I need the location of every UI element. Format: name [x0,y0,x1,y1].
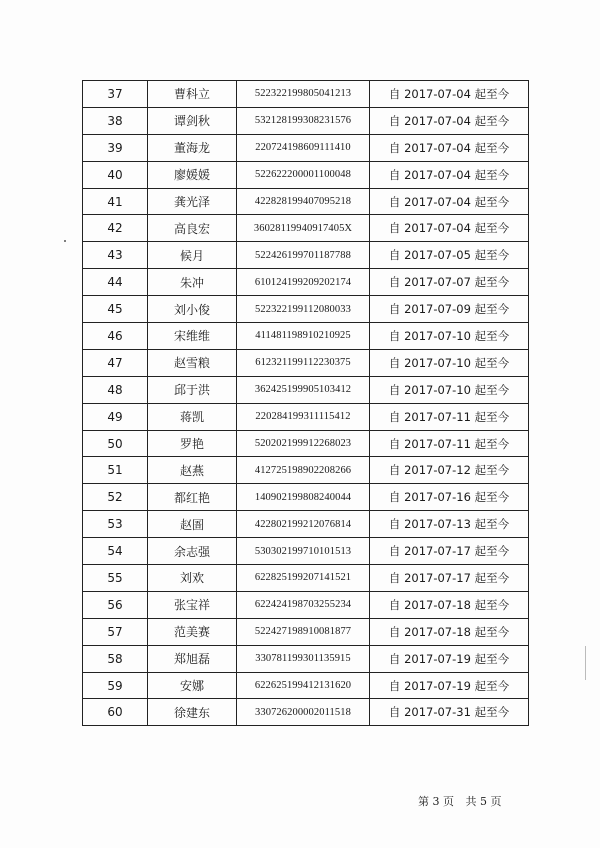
table-row [83,188,529,215]
table-row [83,538,529,565]
table-row [83,430,529,457]
name-cell: 范美赛 [148,618,237,645]
table-row [83,269,529,296]
name-cell: 张宝祥 [148,591,237,618]
row-number-cell: 50 [83,430,148,457]
row-number-cell: 49 [83,403,148,430]
table-row [83,215,529,242]
row-number-cell: 37 [83,81,148,108]
start-date-cell: 自 2017-07-05 起至今 [370,242,529,269]
name-cell: 赵雪粮 [148,349,237,376]
table-row [83,618,529,645]
row-number-cell: 45 [83,296,148,323]
table-row [83,349,529,376]
table-row [83,672,529,699]
table-row [83,511,529,538]
table-row [83,296,529,323]
start-date-cell: 自 2017-07-04 起至今 [370,215,529,242]
name-cell: 高良宏 [148,215,237,242]
row-number-cell: 53 [83,511,148,538]
name-cell: 廖媛媛 [148,161,237,188]
table-row [83,484,529,511]
id-number-cell: 411481198910210925 [237,323,370,350]
start-date-cell: 自 2017-07-11 起至今 [370,403,529,430]
row-number-cell: 44 [83,269,148,296]
id-number-cell: 622625199412131620 [237,672,370,699]
name-cell: 安娜 [148,672,237,699]
scan-speck [64,240,66,242]
id-number-cell: 522322199805041213 [237,81,370,108]
table-row [83,81,529,108]
id-number-cell: 220724198609111410 [237,134,370,161]
row-number-cell: 46 [83,323,148,350]
row-number-cell: 54 [83,538,148,565]
id-number-cell: 422802199212076814 [237,511,370,538]
id-number-cell: 522622200001100048 [237,161,370,188]
name-cell: 董海龙 [148,134,237,161]
start-date-cell: 自 2017-07-04 起至今 [370,81,529,108]
name-cell: 候月 [148,242,237,269]
id-number-cell: 530302199710101513 [237,538,370,565]
name-cell: 宋维维 [148,323,237,350]
id-number-cell: 140902199808240044 [237,484,370,511]
id-number-cell: 520202199912268023 [237,430,370,457]
start-date-cell: 自 2017-07-19 起至今 [370,672,529,699]
start-date-cell: 自 2017-07-31 起至今 [370,699,529,726]
start-date-cell: 自 2017-07-19 起至今 [370,645,529,672]
name-cell: 赵燕 [148,457,237,484]
name-cell: 徐建东 [148,699,237,726]
row-number-cell: 52 [83,484,148,511]
scan-edge-mark [585,646,586,680]
id-number-cell: 330781199301135915 [237,645,370,672]
name-cell: 蒋凯 [148,403,237,430]
name-cell: 曹科立 [148,81,237,108]
name-cell: 赵圄 [148,511,237,538]
row-number-cell: 57 [83,618,148,645]
start-date-cell: 自 2017-07-17 起至今 [370,538,529,565]
name-cell: 谭剑秋 [148,107,237,134]
id-number-cell: 422828199407095218 [237,188,370,215]
row-number-cell: 56 [83,591,148,618]
name-cell: 邱于洪 [148,376,237,403]
name-cell: 余志强 [148,538,237,565]
start-date-cell: 自 2017-07-10 起至今 [370,349,529,376]
row-number-cell: 48 [83,376,148,403]
row-number-cell: 58 [83,645,148,672]
row-number-cell: 40 [83,161,148,188]
name-cell: 刘欢 [148,565,237,592]
id-number-cell: 330726200002011518 [237,699,370,726]
roster-table-body [83,81,529,726]
table-row [83,403,529,430]
table-row [83,645,529,672]
id-number-cell: 522426199701187788 [237,242,370,269]
row-number-cell: 51 [83,457,148,484]
table-row [83,699,529,726]
table-row [83,591,529,618]
id-number-cell: 36028119940917405X [237,215,370,242]
id-number-cell: 622424198703255234 [237,591,370,618]
id-number-cell: 612321199112230375 [237,349,370,376]
start-date-cell: 自 2017-07-11 起至今 [370,430,529,457]
start-date-cell: 自 2017-07-04 起至今 [370,188,529,215]
start-date-cell: 自 2017-07-09 起至今 [370,296,529,323]
name-cell: 都红艳 [148,484,237,511]
page-number-current: 第 3 页 [418,795,454,808]
row-number-cell: 47 [83,349,148,376]
row-number-cell: 55 [83,565,148,592]
name-cell: 龚光泽 [148,188,237,215]
row-number-cell: 59 [83,672,148,699]
start-date-cell: 自 2017-07-13 起至今 [370,511,529,538]
start-date-cell: 自 2017-07-04 起至今 [370,161,529,188]
id-number-cell: 532128199308231576 [237,107,370,134]
table-row [83,242,529,269]
name-cell: 朱冲 [148,269,237,296]
start-date-cell: 自 2017-07-04 起至今 [370,134,529,161]
start-date-cell: 自 2017-07-10 起至今 [370,323,529,350]
row-number-cell: 39 [83,134,148,161]
row-number-cell: 38 [83,107,148,134]
row-number-cell: 41 [83,188,148,215]
table-row [83,457,529,484]
table-row [83,107,529,134]
name-cell: 刘小俊 [148,296,237,323]
table-row [83,376,529,403]
start-date-cell: 自 2017-07-04 起至今 [370,107,529,134]
id-number-cell: 220284199311115412 [237,403,370,430]
start-date-cell: 自 2017-07-18 起至今 [370,618,529,645]
table-row [83,134,529,161]
start-date-cell: 自 2017-07-12 起至今 [370,457,529,484]
id-number-cell: 522427198910081877 [237,618,370,645]
start-date-cell: 自 2017-07-07 起至今 [370,269,529,296]
row-number-cell: 60 [83,699,148,726]
roster-table [82,80,529,726]
table-row [83,161,529,188]
row-number-cell: 43 [83,242,148,269]
start-date-cell: 自 2017-07-10 起至今 [370,376,529,403]
start-date-cell: 自 2017-07-16 起至今 [370,484,529,511]
start-date-cell: 自 2017-07-18 起至今 [370,591,529,618]
id-number-cell: 610124199209202174 [237,269,370,296]
page-number-total: 共 5 页 [465,795,502,808]
table-row [83,565,529,592]
start-date-cell: 自 2017-07-17 起至今 [370,565,529,592]
table-row [83,323,529,350]
id-number-cell: 522322199112080033 [237,296,370,323]
id-number-cell: 412725198902208266 [237,457,370,484]
name-cell: 罗艳 [148,430,237,457]
id-number-cell: 622825199207141521 [237,565,370,592]
name-cell: 郑旭磊 [148,645,237,672]
page-footer [418,793,510,809]
row-number-cell: 42 [83,215,148,242]
id-number-cell: 362425199905103412 [237,376,370,403]
